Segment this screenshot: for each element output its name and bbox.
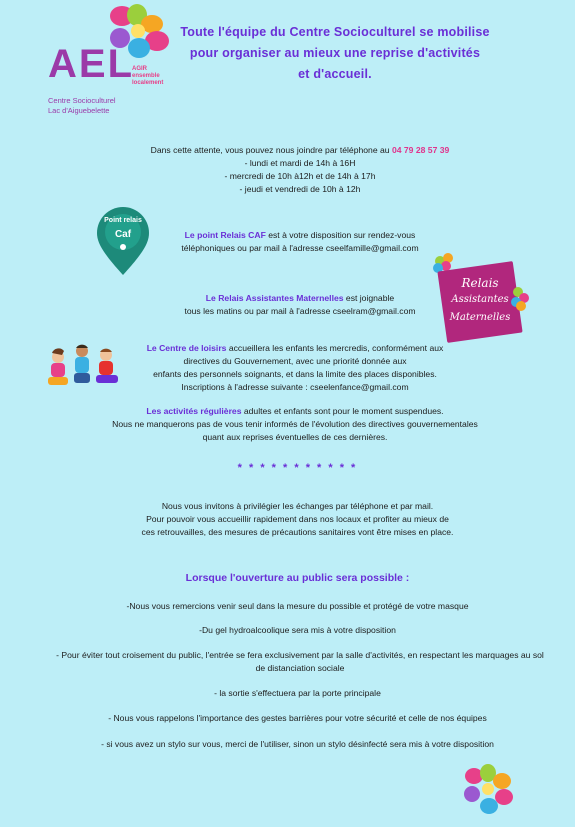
bottom-flower xyxy=(452,764,522,822)
rule-item: - Pour éviter tout croisement du public, l'entrée se fera exclusivement par la salle d'activités, en respectant les marquages au sol de distanciation sociale xyxy=(56,650,544,673)
loisirs-text3: enfants des personnels soignants, et dans la limite des places disponibles. xyxy=(153,369,437,379)
ram-badge-line2: Assistantes xyxy=(451,294,509,305)
ram-badge-line1: Relais xyxy=(461,276,499,290)
exchange-text1: Nous vous invitons à privilégier les échanges par téléphone et par mail. xyxy=(161,501,434,511)
activites-section xyxy=(70,405,520,444)
loisirs-section xyxy=(120,342,470,394)
loisirs-text1: accueillera les enfants les mercredis, conformément aux xyxy=(226,343,444,353)
rule-item: - si vous avez un stylo sur vous, merci de l'utiliser, sinon un stylo désinfecté sera mis à votre disposition xyxy=(101,739,494,749)
header-line2: pour organiser au mieux une reprise d'activités xyxy=(189,46,481,60)
header-line3: et d'accueil. xyxy=(298,67,372,81)
exchange-section xyxy=(90,500,505,539)
hours-line: - mercredi de 10h à12h et de 14h à 17h xyxy=(224,171,376,181)
rule-item: -Nous vous remercions venir seul dans la mesure du possible et protégé de votre masque xyxy=(126,601,469,611)
activites-text1: adultes et enfants sont pour le moment suspendues. xyxy=(241,406,444,416)
caf-badge xyxy=(93,205,153,277)
logo-letters: AEL xyxy=(48,42,134,86)
ram-text1: est joignable xyxy=(343,293,395,303)
opening-title: Lorsque l'ouverture au public sera possible : xyxy=(185,572,410,584)
ram-section xyxy=(150,292,450,318)
rule-item: -Du gel hydroalcoolique sera mis à votre disposition xyxy=(199,625,396,635)
activites-name: Les activités régulières xyxy=(146,406,242,416)
exchange-text3: ces retrouvailles, des mesures de précautions sanitaires vont être mises en place. xyxy=(141,527,454,537)
logo-org-line2: Lac d'Aiguebelette xyxy=(48,106,110,115)
logo xyxy=(40,2,175,120)
header-title xyxy=(165,22,505,85)
flower-icon xyxy=(452,764,522,822)
phone-intro: Dans cette attente, vous pouvez nous joindre par téléphone au xyxy=(150,145,390,155)
caf-section xyxy=(150,229,450,255)
caf-badge-line1: Point relais xyxy=(104,217,142,224)
children-illustration xyxy=(44,343,126,391)
caf-badge-line2: Caf xyxy=(114,229,132,240)
caf-text1: est à votre disposition sur rendez-vous xyxy=(265,230,416,240)
separator: * * * * * * * * * * * xyxy=(237,462,358,474)
children-playing-icon xyxy=(44,343,126,391)
header-line1: Toute l'équipe du Centre Socioculturel se mobilise xyxy=(180,25,490,39)
caf-text2: téléphoniques ou par mail à l'adresse cseelfamille@gmail.com xyxy=(181,243,419,253)
hours-line: - lundi et mardi de 14h à 16H xyxy=(244,158,356,168)
rule-item: - Nous vous rappelons l'importance des gestes barrières pour votre sécurité et celle de nos équipes xyxy=(108,713,487,723)
phone-section xyxy=(110,144,490,196)
loisirs-text2: directives du Gouvernement, avec une priorité donnée aux xyxy=(183,356,407,366)
loisirs-name: Le Centre de loisirs xyxy=(146,343,227,353)
logo-tagline: AGIR ensemble localement xyxy=(132,66,164,86)
ram-badge-line3: Maternelles xyxy=(449,312,511,323)
phone-number[interactable]: 04 79 28 57 39 xyxy=(391,145,450,155)
exchange-text2: Pour pouvoir vous accueillir rapidement dans nos locaux et profiter au mieux de xyxy=(146,514,449,524)
ram-name: Le Relais Assistantes Maternelles xyxy=(205,293,344,303)
loisirs-text4: Inscriptions à l'adresse suivante : cseelenfance@gmail.com xyxy=(181,382,409,392)
logo-org-line1: Centre Socioculturel xyxy=(48,96,116,105)
location-pin-icon xyxy=(93,205,153,277)
rule-item: - la sortie s'effectuera par la porte principale xyxy=(214,688,381,698)
ram-text2: tous les matins ou par mail à l'adresse cseelram@gmail.com xyxy=(184,306,416,316)
caf-name: Le point Relais CAF xyxy=(184,230,266,240)
activites-text3: quant aux reprises éventuelles de ces dernières. xyxy=(202,432,388,442)
hours-line: - jeudi et vendredi de 10h à 12h xyxy=(239,184,361,194)
activites-text2: Nous ne manquerons pas de vous tenir informés de l'évolution des directives gouvernementales xyxy=(112,419,478,429)
